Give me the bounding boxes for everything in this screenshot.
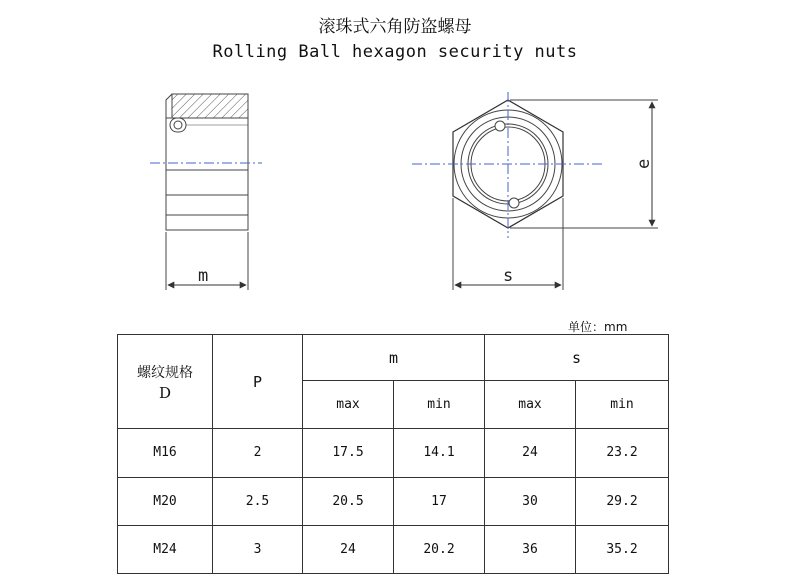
s-label: s [503,266,514,286]
table-row [118,429,669,477]
header-m: m [303,335,485,381]
cell-s-min: 29.2 [576,477,669,525]
cell-s-max: 30 [485,477,576,525]
e-label: e [634,158,654,169]
cell-s-min: 23.2 [576,429,669,477]
header-s: s [485,335,669,381]
spec-table [117,334,669,574]
header-s-min: min [576,381,669,429]
header-thread-spec-d: D [158,383,172,402]
side-view [166,94,248,230]
m-label: m [198,266,209,286]
cell-pitch: 3 [213,525,303,573]
m-dimension [166,232,248,290]
cell-m-min: 17 [394,477,485,525]
cell-m-max: 20.5 [303,477,394,525]
cell-m-min: 20.2 [394,525,485,573]
page-title-chinese: 滚珠式六角防盗螺母 [318,17,472,37]
header-thread-spec-cn: 螺纹规格 [137,364,193,381]
cell-thread: M24 [118,525,213,573]
cell-thread: M20 [118,477,213,525]
cell-s-min: 35.2 [576,525,669,573]
table-row [118,525,669,573]
cell-s-max: 36 [485,525,576,573]
cell-m-max: 24 [303,525,394,573]
unit-label: 单位：mm [568,320,628,334]
page-title-english: Rolling Ball hexagon security nuts [212,42,578,62]
header-thread-spec [118,335,213,429]
table-row [118,477,669,525]
header-m-min: min [394,381,485,429]
cell-m-max: 17.5 [303,429,394,477]
cell-s-max: 24 [485,429,576,477]
cell-thread: M16 [118,429,213,477]
header-s-max: max [485,381,576,429]
header-pitch: P [213,335,303,429]
header-m-max: max [303,381,394,429]
cell-pitch: 2 [213,429,303,477]
cell-m-min: 14.1 [394,429,485,477]
cell-pitch: 2.5 [213,477,303,525]
